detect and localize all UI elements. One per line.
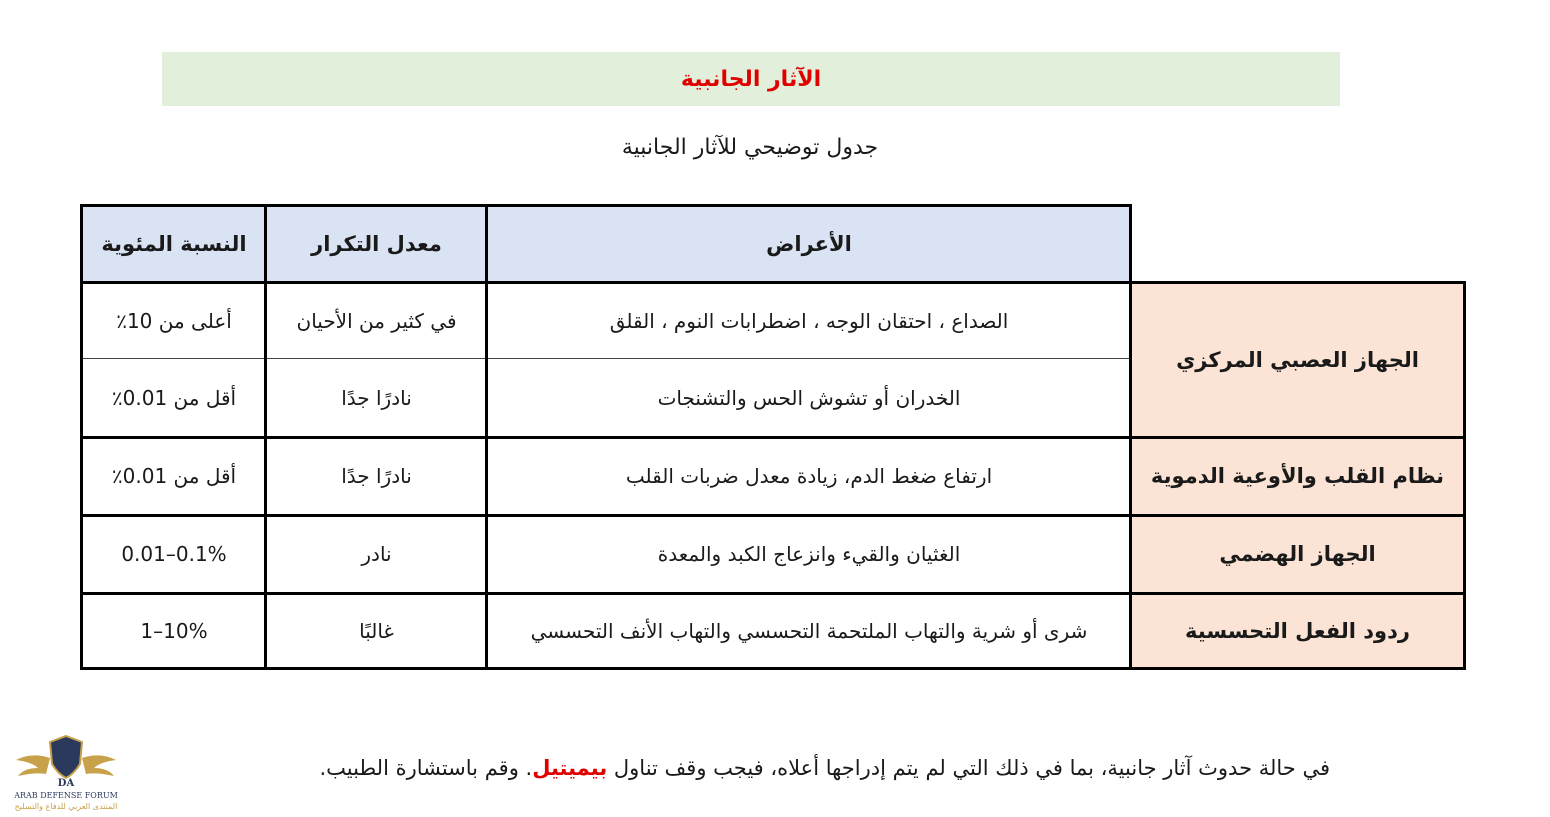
row-5-frequency: غالبًا: [359, 619, 394, 643]
row-5-symptoms: شرى أو شرية والتهاب الملتحمة التحسسي والتهاب الأنف التحسسي: [530, 619, 1088, 643]
category-cardiovascular: نظام القلب والأوعية الدموية: [1131, 437, 1464, 515]
logo-title: ARAB DEFENSE FORUM: [14, 791, 118, 800]
row-2-symptoms: الخدران أو تشوش الحس والتشنجات: [657, 386, 961, 410]
table-caption: جدول توضيحي للآثار الجانبية: [621, 135, 879, 160]
footer-text-start: في حالة حدوث آثار جانبية، بما في ذلك التي لم يتم إدراجها أعلاه، فيجب وقف تناول: [607, 756, 1330, 780]
header-percentage: النسبة المئوية: [82, 205, 266, 282]
row-2-frequency: نادرًا جدًا: [341, 386, 412, 410]
row-4-frequency: نادر: [361, 542, 392, 566]
footer-note: [170, 756, 1330, 780]
section-banner: [162, 52, 1340, 106]
row-1-symptoms: الصداع ، احتقان الوجه ، اضطرابات النوم ، القلق: [609, 308, 1009, 333]
category-cns: الجهاز العصبي المركزي: [1131, 282, 1464, 437]
category-allergic: ردود الفعل التحسسية: [1131, 593, 1464, 669]
footer-text-end: . وقم باستشارة الطبيب.: [319, 756, 533, 780]
header-frequency: معدل التكرار: [266, 205, 487, 282]
row-4-percentage: 0.01–0.1%: [121, 542, 227, 566]
row-3-frequency: نادرًا جدًا: [341, 464, 412, 488]
row-1-percentage: أعلى من 10٪: [116, 308, 232, 333]
logo-subtitle: المنتدى العربي للدفاع والتسليح: [14, 802, 118, 811]
row-1-frequency: في كثير من الأحيان: [296, 308, 457, 333]
row-4-symptoms: الغثيان والقيء وانزعاج الكبد والمعدة: [657, 542, 961, 566]
section-title: الآثار الجانبية: [680, 66, 822, 92]
row-3-symptoms: ارتفاع ضغط الدم، زيادة معدل ضربات القلب: [625, 464, 993, 488]
drug-name: بيميتيل: [532, 756, 608, 780]
category-digestive: الجهاز الهضمي: [1131, 515, 1464, 593]
row-3-percentage: أقل من 0.01٪: [111, 464, 237, 488]
row-2-percentage: أقل من 0.01٪: [111, 386, 237, 410]
logo-monogram: DA: [57, 778, 75, 789]
header-symptoms: الأعراض: [487, 205, 1131, 282]
row-5-percentage: 1–10%: [140, 619, 208, 643]
